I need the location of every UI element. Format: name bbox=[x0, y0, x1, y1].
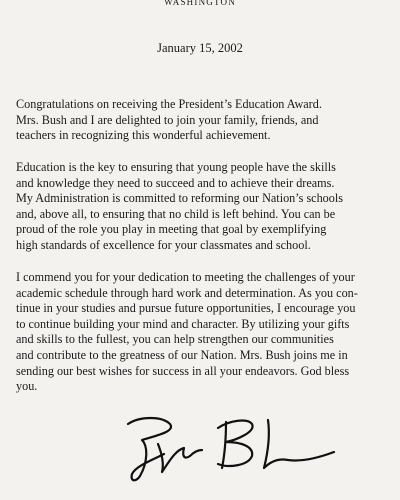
body-line: and knowledge they need to succeed and to achieve their dreams. bbox=[16, 175, 335, 190]
paragraph-commendation bbox=[16, 270, 392, 395]
paragraph-education bbox=[16, 160, 392, 254]
letterhead-washington: WASHINGTON bbox=[164, 0, 236, 7]
body-line: My Administration is committed to reforming our Nation’s schools bbox=[16, 191, 344, 206]
body-line: you. bbox=[16, 379, 38, 394]
body-line: to continue building your mind and character. By utilizing your gifts bbox=[16, 316, 350, 331]
handwritten-signature bbox=[118, 410, 358, 490]
letter-date: January 15, 2002 bbox=[157, 41, 243, 55]
body-line: tinue in your studies and pursue future opportunities, I encourage you bbox=[16, 301, 356, 316]
body-line: academic schedule through hard work and determination. As you con- bbox=[16, 285, 358, 300]
body-line: teachers in recognizing this wonderful achievement. bbox=[16, 128, 271, 143]
body-line: high standards of excellence for your classmates and school. bbox=[16, 237, 311, 252]
body-line: sending our best wishes for success in all your endeavors. God bless bbox=[16, 363, 350, 378]
body-line: Mrs. Bush and I are delighted to join your family, friends, and bbox=[16, 112, 319, 127]
body-line: and skills to the fullest, you can help strengthen our communities bbox=[16, 332, 334, 347]
paragraph-congratulations bbox=[16, 97, 392, 144]
body-line: Education is the key to ensuring that young people have the skills bbox=[16, 160, 336, 174]
body-line: and contribute to the greatness of our Nation. Mrs. Bush joins me in bbox=[16, 347, 348, 362]
body-line: I commend you for your dedication to meeting the challenges of your bbox=[16, 270, 355, 284]
body-line: and, above all, to ensuring that no child is left behind. You can be bbox=[16, 206, 336, 221]
body-line: proud of the role you play in meeting that goal by exemplifying bbox=[16, 222, 327, 237]
body-line: Congratulations on receiving the President’s Education Award. bbox=[16, 97, 322, 111]
